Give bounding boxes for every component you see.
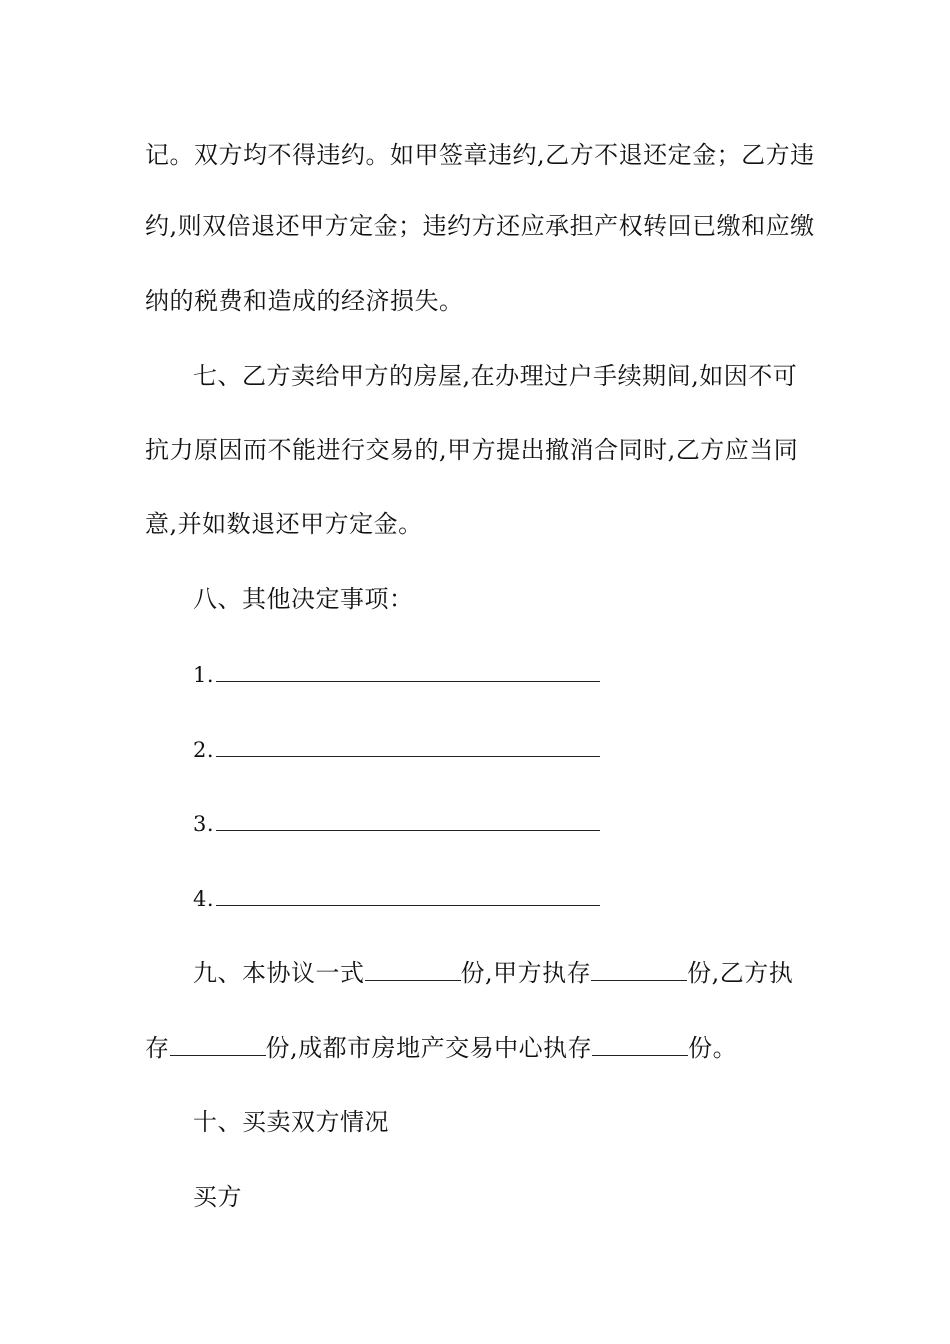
fill-in-blank: [170, 1033, 266, 1056]
clause-6-line-1: 记。双方均不得违约。如甲签章违约,乙方不退还定金；乙方违: [145, 141, 815, 169]
clause-9-text-e: 份,成都市房地产交易中心执存: [265, 1034, 593, 1062]
clause-7-line-3: 意,并如数退还甲方定金。: [145, 510, 423, 538]
clause-9-text-c: 份,乙方执: [687, 959, 794, 987]
clause-7-line-2: 抗力原因而不能进行交易的,甲方提出撤消合同时,乙方应当同: [145, 436, 799, 464]
clause-8-item-4: [193, 880, 873, 917]
fill-in-blank: [591, 958, 687, 981]
fill-in-blank: [365, 958, 461, 981]
clause-10-heading: 十、买卖双方情况: [193, 1108, 389, 1136]
clause-9-text-a: 九、本协议一式: [193, 959, 365, 987]
clause-9-text-b: 份,甲方执存: [460, 959, 592, 987]
item-number: 4.: [193, 887, 215, 911]
clause-6-line-2: 约,则双倍退还甲方定金；违约方还应承担产权转回已缴和应缴: [145, 212, 815, 240]
clause-9-text-d: 存: [145, 1034, 170, 1062]
clause-8-item-3: [193, 805, 873, 842]
buyer-label: 买方: [193, 1183, 242, 1211]
clause-8-item-1: [193, 656, 873, 693]
clause-9-line-2: [145, 1030, 825, 1066]
item-number: 3.: [193, 812, 215, 836]
item-number: 1.: [193, 663, 215, 687]
fill-in-blank: [216, 808, 600, 831]
clause-9-text-f: 份。: [688, 1034, 738, 1062]
fill-in-blank: [216, 734, 600, 757]
clause-6-line-3: 纳的税费和造成的经济损失。: [145, 287, 464, 315]
clause-8-item-2: [193, 731, 873, 768]
clause-7-line-1: 七、乙方卖给甲方的房屋,在办理过户手续期间,如因不可: [193, 362, 798, 390]
fill-in-blank: [216, 883, 600, 906]
clause-8-heading: 八、其他决定事项：: [193, 585, 414, 613]
clause-9-line-1: [193, 955, 873, 991]
fill-in-blank: [216, 659, 600, 682]
fill-in-blank: [592, 1033, 688, 1056]
item-number: 2.: [193, 738, 215, 762]
